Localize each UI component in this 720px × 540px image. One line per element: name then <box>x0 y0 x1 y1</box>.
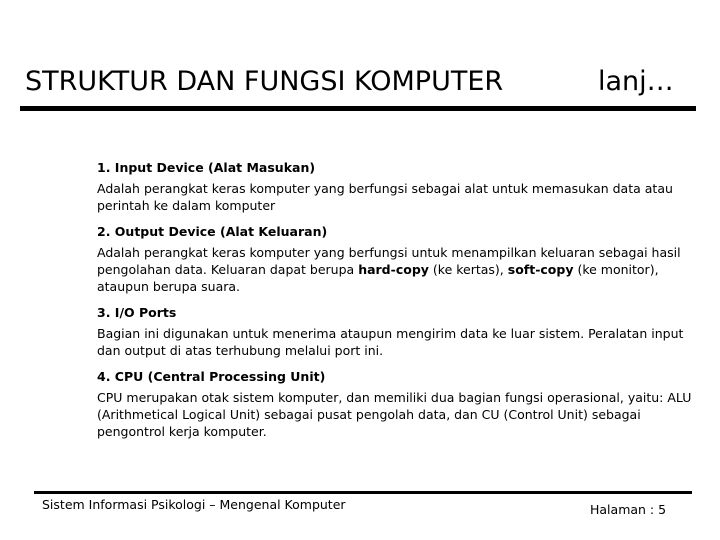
output-bold-soft-copy: soft-copy <box>507 262 574 277</box>
section-heading-io-ports: 3. I/O Ports <box>97 305 177 320</box>
footer-course-title: Sistem Informasi Psikologi – Mengenal Komputer <box>42 497 346 512</box>
footer-divider <box>34 491 692 494</box>
section-text-cpu: CPU merupakan otak sistem komputer, dan memiliki dua bagian fungsi operasional, yaitu: ALU (Arithmetical Logical Unit) sebagai pusat pengolah data, dan CU (Control Unit) sebagai pengontrol kerja komputer. <box>97 390 692 439</box>
footer-page-number: Halaman : 5 <box>590 502 667 517</box>
section-text-output-device <box>97 244 701 295</box>
section-heading-cpu: 4. CPU (Central Processing Unit) <box>97 369 326 384</box>
section-text-input-device: Adalah perangkat keras komputer yang berfungsi sebagai alat untuk memasukan data atau perintah ke dalam komputer <box>97 181 673 213</box>
output-text-before: Adalah perangkat keras komputer yang berfungsi untuk menampilkan keluaran sebagai hasil pengolahan data. Keluaran dapat berupa <box>97 245 681 277</box>
slide-title: STRUKTUR DAN FUNGSI KOMPUTER <box>25 66 504 97</box>
output-text-after: (ke monitor), ataupun berupa suara. <box>97 262 659 294</box>
section-heading-output-device: 2. Output Device (Alat Keluaran) <box>97 224 328 239</box>
output-text-middle: (ke kertas), <box>428 262 508 277</box>
slide-title-suffix: lanj… <box>598 66 674 97</box>
title-divider <box>20 106 696 111</box>
section-text-io-ports: Bagian ini digunakan untuk menerima ataupun mengirim data ke luar sistem. Peralatan input dan output di atas terhubung melalui port ini. <box>97 326 684 358</box>
output-bold-hard-copy: hard-copy <box>358 262 429 277</box>
slide-content <box>97 159 701 440</box>
section-heading-input-device: 1. Input Device (Alat Masukan) <box>97 160 316 175</box>
